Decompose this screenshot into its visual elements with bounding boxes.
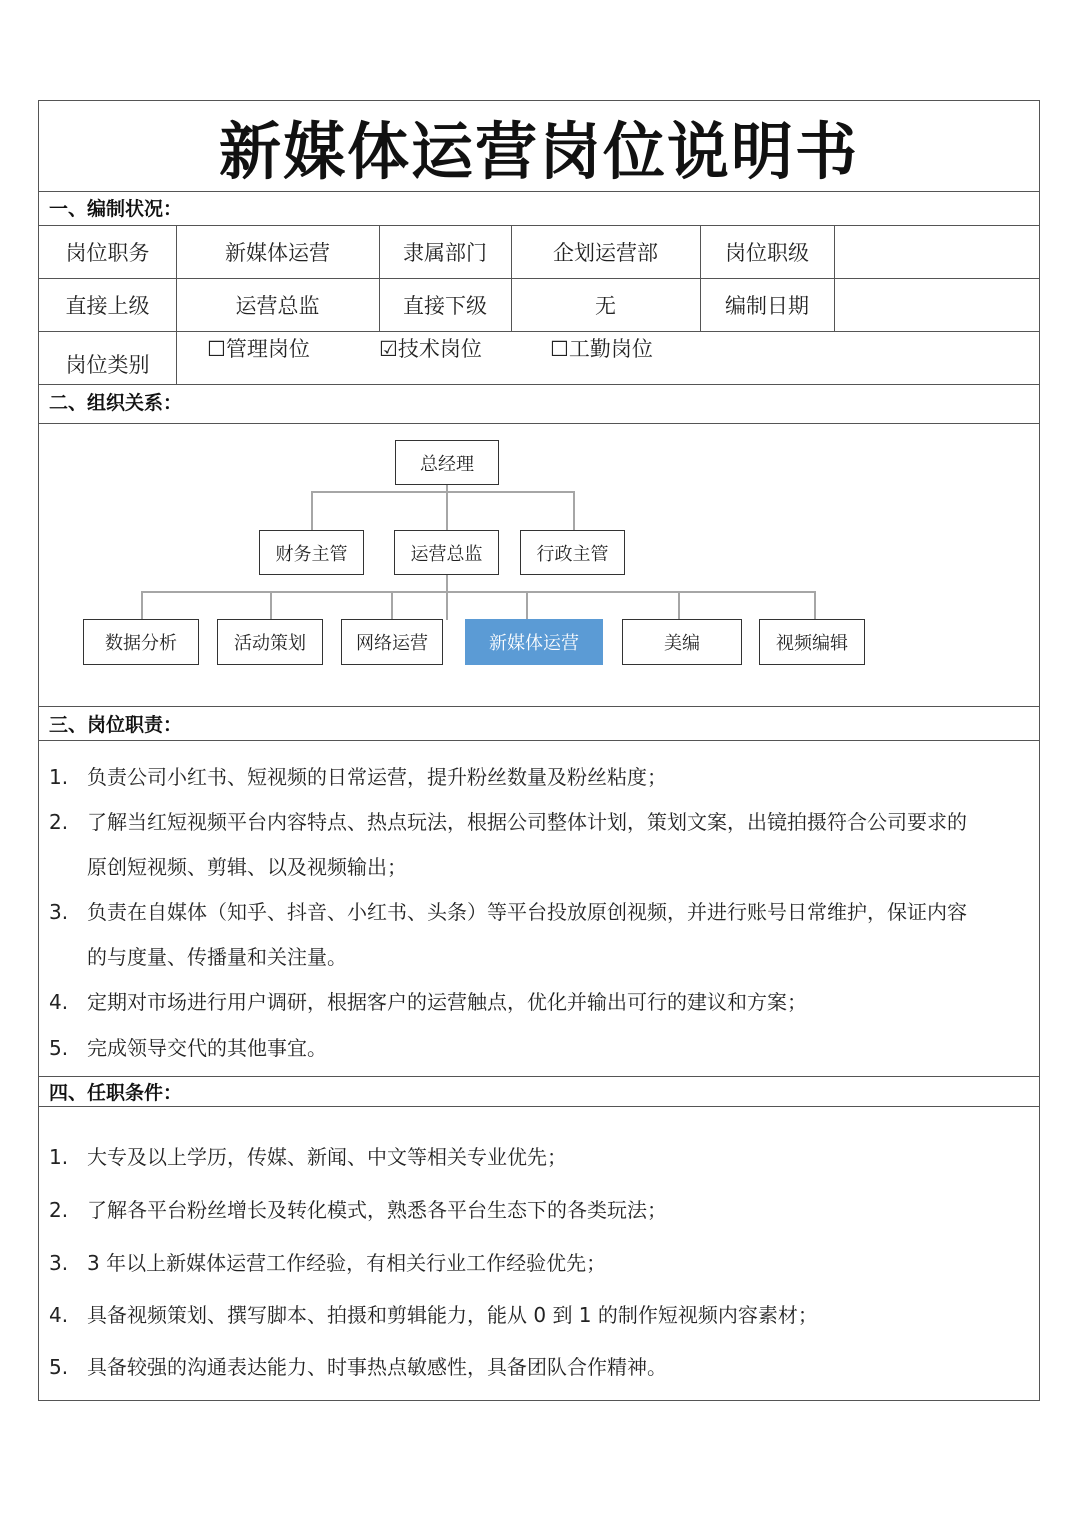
label-position: 岗位职务 — [65, 240, 150, 265]
org-node-operations-director: 运营总监 — [394, 530, 499, 575]
value-position: 新媒体运营 — [225, 240, 330, 265]
label-subordinate: 直接下级 — [403, 293, 487, 318]
value-department: 企划运营部 — [553, 240, 658, 265]
org-node-data-analysis: 数据分析 — [83, 619, 199, 665]
document-title: 新媒体运营岗位说明书 — [218, 114, 859, 188]
checkbox-technical[interactable]: ☑技术岗位 — [379, 337, 482, 361]
label-date: 编制日期 — [725, 293, 809, 318]
org-node-new-media-operations: 新媒体运营 — [465, 619, 603, 665]
org-node-finance-supervisor: 财务主管 — [259, 530, 364, 575]
checkbox-management[interactable]: ☐管理岗位 — [207, 337, 310, 361]
org-node-event-planning: 活动策划 — [217, 619, 323, 665]
section-header-duties: 三、岗位职责： — [49, 714, 183, 736]
value-supervisor: 运营总监 — [235, 293, 320, 318]
section-header-staffing: 一、编制状况： — [49, 198, 183, 220]
org-node-admin-supervisor: 行政主管 — [520, 530, 625, 575]
checkbox-service[interactable]: ☐工勤岗位 — [550, 337, 653, 361]
value-date — [834, 278, 1039, 331]
section-header-requirements: 四、任职条件： — [49, 1082, 183, 1104]
label-grade: 岗位职级 — [725, 240, 809, 265]
org-node-video-editing: 视频编辑 — [759, 619, 865, 665]
value-subordinate: 无 — [595, 293, 616, 318]
org-node-network-operations: 网络运营 — [341, 619, 443, 665]
value-grade — [834, 225, 1039, 278]
label-category: 岗位类别 — [65, 352, 150, 377]
label-department: 隶属部门 — [403, 240, 487, 265]
org-node-general-manager: 总经理 — [395, 440, 499, 485]
label-supervisor: 直接上级 — [65, 293, 150, 318]
section-header-organization: 二、组织关系： — [49, 392, 183, 414]
job-description-document: 新媒体运营岗位说明书 一、编制状况： 岗位职务 新媒体运营 隶属部门 企划运营部 岗位职级 直接上级 运营总监 直接下级 无 编制日期 岗位类别 ☐管理岗位 ☑技术岗位 ☐工勤岗位 二、组织关系： 总经理 财务主管 运营总监 行政主管 数据分析 活动策划 网络运营 新媒体运营 美编 视频编辑 三、岗位职责： 1. 负责公司小红书、短视频的日常运营，提升粉丝数量及粉丝粘度； 2. 了解当红短视频平台内容特点、热点玩法，根据公司整体计划，策划文案，出镜拍摄符合公司要求的 原创短视频、剪辑、以及视频输出； 3. 负责在自媒体（知乎、抖音、小红书、头条）等平台投放原创视频，并进行账号日常维护，保证内容 的与度量、传播量和关注量。 4. 定期对市场进行用户调研，根据客户的运营触点，优化并输出可行的建议和方案； 5. 完成领导交代的其他事宜。 四、任职条件： 1. 大专及以上学历，传媒、新闻、中文等相关专业优先； 2. 了解各平台粉丝增长及转化模式，熟悉各平台生态下的各类玩法； 3. 3 年以上新媒体运营工作经验，有相关行业工作经验优先； 4. 具备视频策划、撰写脚本、拍摄和剪辑能力，能从 0 到 1 的制作短视频内容素材； 5. 具备较强的沟通表达能力、时事热点敏感性，具备团队合作精神。 — [38, 100, 1040, 1401]
org-node-art-editor: 美编 — [622, 619, 742, 665]
